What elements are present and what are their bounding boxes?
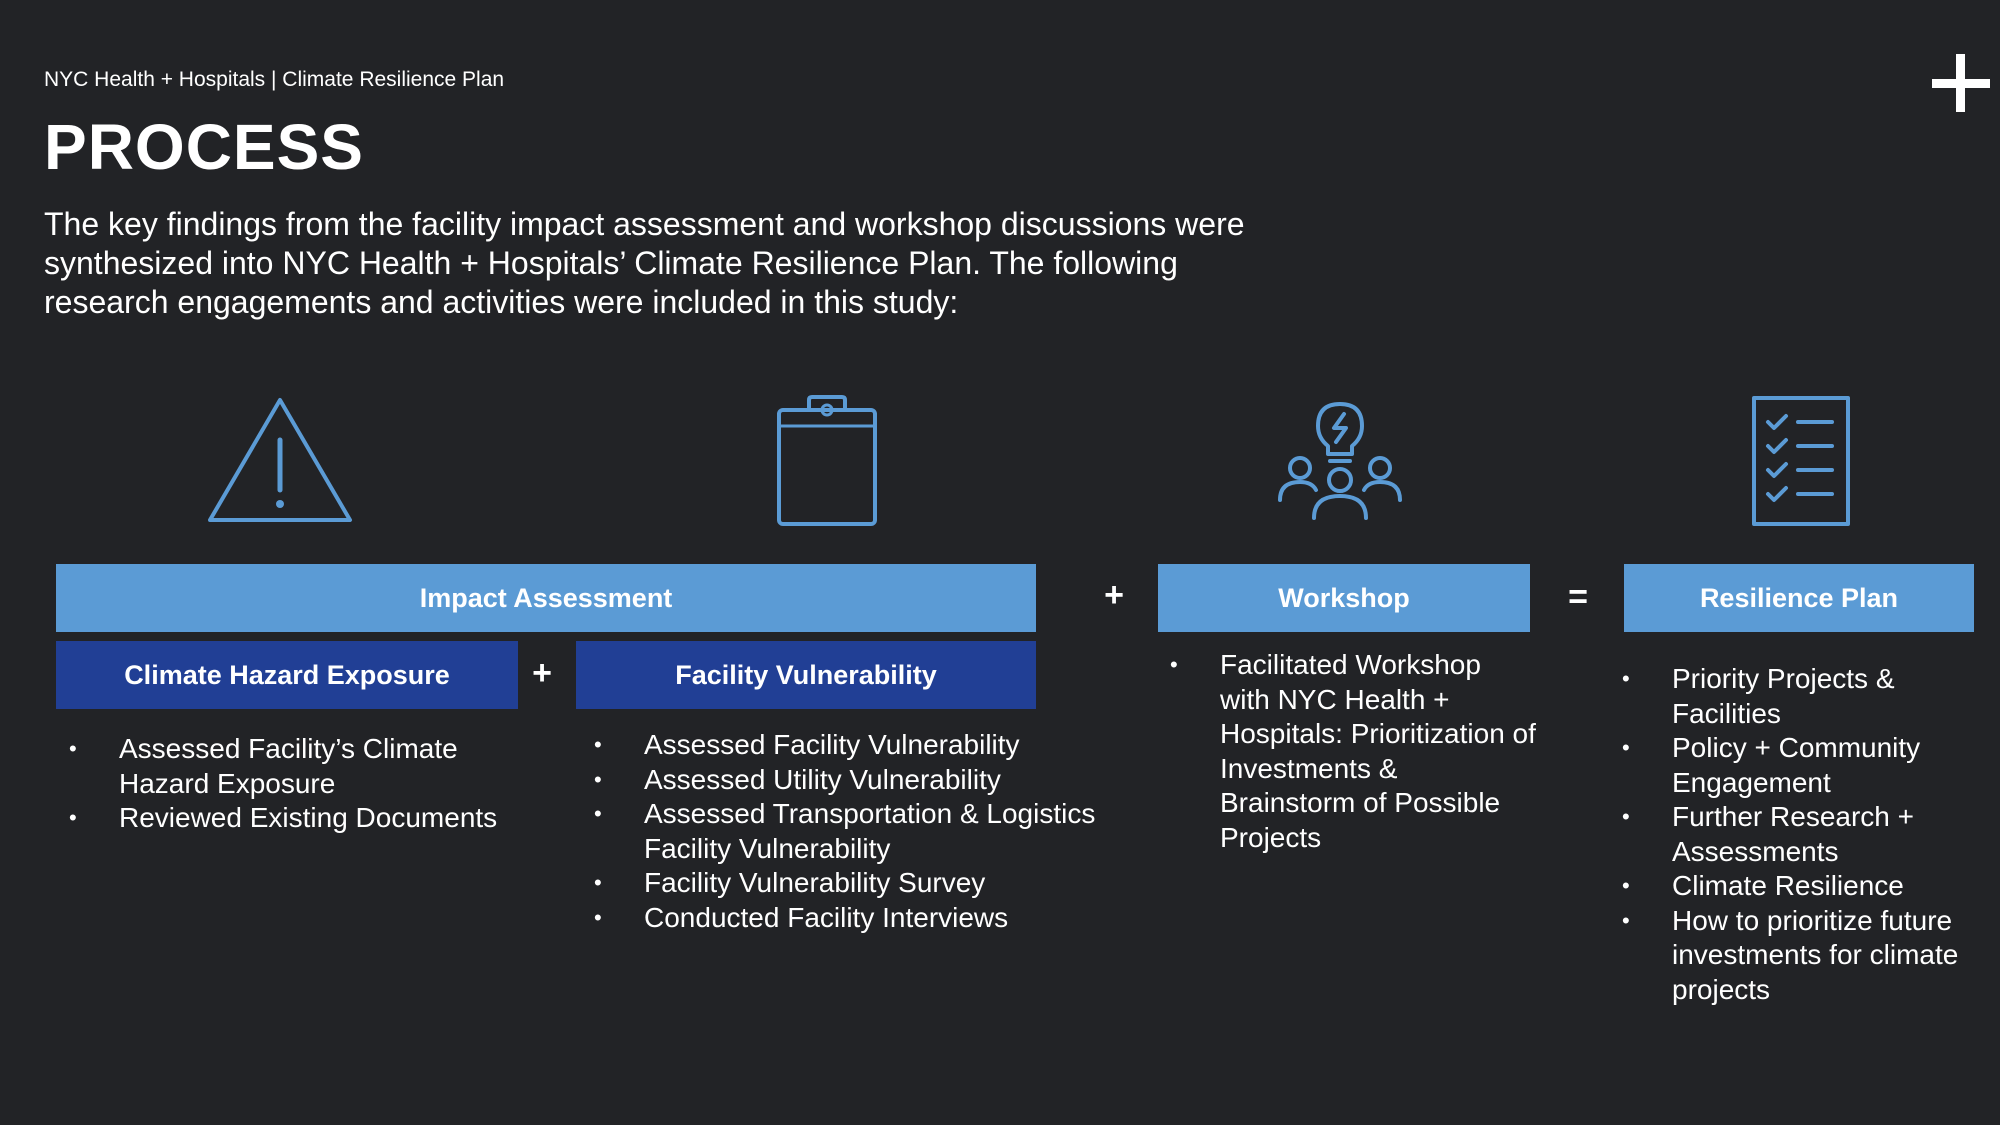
- clipboard-icon: [775, 394, 879, 528]
- breadcrumb: NYC Health + Hospitals | Climate Resilience Plan: [44, 68, 505, 91]
- list-item: • Assessed Facility Vulnerability: [644, 728, 1114, 763]
- list-item: • Assessed Facility’s Climate Hazard Exposure: [119, 732, 549, 801]
- list-item: • Assessed Utility Vulnerability: [644, 763, 1114, 798]
- list-item: • Policy + Community Engagement: [1672, 731, 2000, 800]
- page-title: PROCESS: [44, 111, 364, 183]
- plus-operator: +: [1104, 576, 1124, 614]
- team-lightbulb-icon: [1276, 400, 1404, 522]
- impact-assessment-bar: Impact Assessment: [56, 564, 1036, 632]
- resilience-plan-bar: Resilience Plan: [1624, 564, 1974, 632]
- workshop-list: [1158, 648, 1538, 855]
- resilience-plan-list: [1610, 662, 2000, 1007]
- list-item: • Further Research + Assessments: [1672, 800, 2000, 869]
- list-item: • Conducted Facility Interviews: [644, 901, 1114, 936]
- list-item: • Facility Vulnerability Survey: [644, 866, 1114, 901]
- facility-vulnerability-list: [582, 728, 1114, 935]
- list-item: • How to prioritize future investments for climate projects: [1672, 904, 2000, 1008]
- intro-paragraph: The key findings from the facility impact assessment and workshop discussions were synthesized into NYC Health + Hospitals’ Climate Resilience Plan. The following research engagements and activities were included in this study:: [44, 206, 1245, 320]
- list-item: • Climate Resilience: [1672, 869, 2000, 904]
- list-item: • Assessed Transportation & Logistics Facility Vulnerability: [644, 797, 1114, 866]
- plus-icon: [1928, 50, 1994, 116]
- workshop-bar: Workshop: [1158, 564, 1530, 632]
- list-item: • Priority Projects & Facilities: [1672, 662, 2000, 731]
- facility-vulnerability-bar: Facility Vulnerability: [576, 641, 1036, 709]
- equals-operator: =: [1568, 578, 1588, 616]
- climate-hazard-list: [57, 732, 549, 836]
- list-item: • Facilitated Workshop with NYC Health + Hospitals: Prioritization of Investments & Brainstorm of Possible Projects: [1220, 648, 1538, 855]
- checklist-icon: [1750, 394, 1852, 528]
- warning-triangle-icon: [206, 396, 354, 524]
- list-item: • Reviewed Existing Documents: [119, 801, 549, 836]
- climate-hazard-exposure-bar: Climate Hazard Exposure: [56, 641, 518, 709]
- plus-operator-sub: +: [532, 654, 552, 692]
